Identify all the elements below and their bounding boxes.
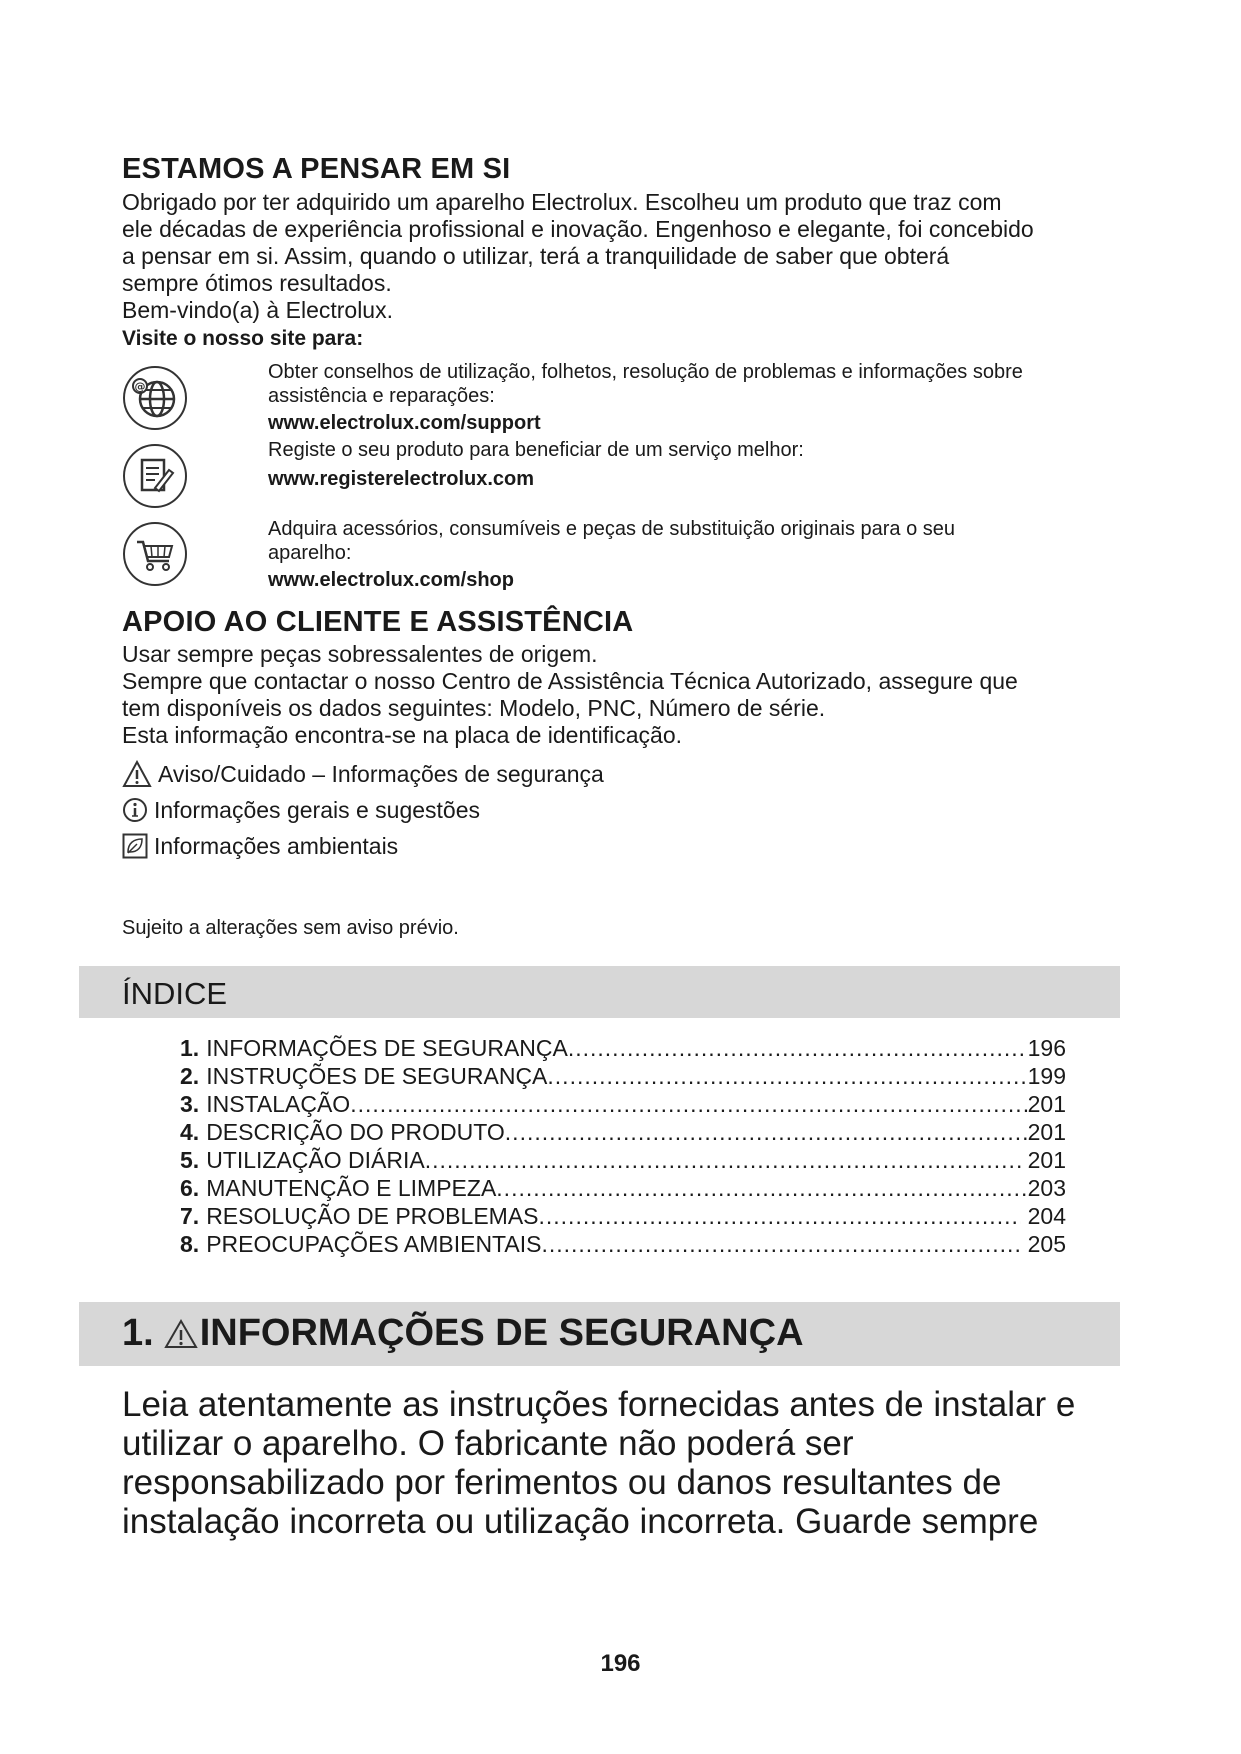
toc-leader xyxy=(425,1146,1022,1174)
section-heading xyxy=(122,1312,804,1355)
toc-label: UTILIZAÇÃO DIÁRIA xyxy=(206,1147,425,1173)
support-link[interactable]: www.electrolux.com/support xyxy=(268,412,541,434)
intro-line: ele décadas de experiência profissional e inovação. Engenhoso e elegante, foi concebido xyxy=(122,216,1034,242)
toc-page: 201 xyxy=(1027,1119,1066,1145)
toc-label: INSTALAÇÃO xyxy=(206,1091,351,1117)
toc-band xyxy=(79,966,1120,1018)
toc-item[interactable] xyxy=(180,1174,1066,1202)
shopping-cart-icon xyxy=(123,522,187,586)
toc-item[interactable] xyxy=(180,1062,1066,1090)
toc-item[interactable] xyxy=(180,1230,1066,1258)
toc-label: INSTRUÇÕES DE SEGURANÇA xyxy=(206,1063,548,1089)
support-line: Sempre que contactar o nosso Centro de Assistência Técnica Autorizado, assegure que xyxy=(122,668,1018,694)
intro-line: a pensar em si. Assim, quando o utilizar, terá a tranquilidade de saber que obterá xyxy=(122,243,950,269)
toc-page: 196 xyxy=(1027,1035,1066,1061)
toc-number: 8. xyxy=(180,1231,200,1257)
toc-page: 199 xyxy=(1027,1063,1066,1089)
toc-page: 205 xyxy=(1021,1231,1066,1257)
section-title: INFORMAÇÕES DE SEGURANÇA xyxy=(199,1312,804,1354)
warning-icon xyxy=(164,1318,198,1350)
legend-label: Informações gerais e sugestões xyxy=(154,797,481,823)
safety-line: instalação incorreta ou utilização incorreta. Guarde sempre xyxy=(122,1502,1039,1541)
svg-text:@: @ xyxy=(134,380,146,393)
toc-label: DESCRIÇÃO DO PRODUTO xyxy=(206,1119,505,1145)
toc-title: ÍNDICE xyxy=(122,976,228,1011)
safety-text xyxy=(122,1385,1075,1541)
warning-icon xyxy=(122,760,152,788)
info-icon xyxy=(122,797,148,823)
toc-label: RESOLUÇÃO DE PROBLEMAS xyxy=(206,1203,539,1229)
toc-leader xyxy=(541,1230,1021,1258)
link-block-register xyxy=(268,438,804,491)
toc-leader xyxy=(547,1062,1027,1090)
toc-number: 5. xyxy=(180,1147,200,1173)
toc-page: 201 xyxy=(1021,1147,1066,1173)
safety-line: utilizar o aparelho. O fabricante não poderá ser xyxy=(122,1424,854,1463)
support-line: Usar sempre peças sobressalentes de origem. xyxy=(122,641,598,667)
safety-line: Leia atentamente as instruções fornecidas antes de instalar e xyxy=(122,1385,1076,1424)
toc-item[interactable] xyxy=(180,1034,1066,1062)
toc-item[interactable] xyxy=(180,1202,1066,1230)
intro-line: Bem-vindo(a) à Electrolux. xyxy=(122,297,393,323)
toc-number: 2. xyxy=(180,1063,200,1089)
toc-leader xyxy=(539,1202,1022,1230)
visit-label: Visite o nosso site para: xyxy=(122,327,364,350)
toc-label: INFORMAÇÕES DE SEGURANÇA xyxy=(206,1035,568,1061)
page-number: 196 xyxy=(600,1650,641,1677)
shop-link[interactable]: www.electrolux.com/shop xyxy=(268,569,514,591)
toc-leader xyxy=(505,1118,1028,1146)
legend-label: Aviso/Cuidado – Informações de segurança xyxy=(158,761,604,787)
intro-text xyxy=(122,189,1034,324)
toc-number: 6. xyxy=(180,1175,200,1201)
link-text: Adquira acessórios, consumíveis e peças de substituição originais para o seu xyxy=(268,518,956,540)
intro-line: sempre ótimos resultados. xyxy=(122,270,392,296)
intro-line: Obrigado por ter adquirido um aparelho Electrolux. Escolheu um produto que traz com xyxy=(122,189,1002,215)
toc-number: 7. xyxy=(180,1203,200,1229)
toc-label: PREOCUPAÇÕES AMBIENTAIS xyxy=(206,1231,542,1257)
legend-warning xyxy=(122,760,604,788)
legend-label: Informações ambientais xyxy=(154,833,399,859)
support-text xyxy=(122,641,1018,749)
globe-icon xyxy=(123,366,187,430)
legend-info xyxy=(122,796,480,824)
section-number: 1. xyxy=(122,1312,154,1354)
environment-icon xyxy=(122,833,148,859)
link-text: assistência e reparações: xyxy=(268,385,495,407)
support-line: Esta informação encontra-se na placa de identificação. xyxy=(122,722,682,748)
toc-number: 3. xyxy=(180,1091,200,1117)
toc-item[interactable] xyxy=(180,1118,1066,1146)
toc-number: 1. xyxy=(180,1035,200,1061)
link-text: Registe o seu produto para beneficiar de um serviço melhor: xyxy=(268,439,804,461)
link-block-shop xyxy=(268,517,955,592)
support-line: tem disponíveis os dados seguintes: Modelo, PNC, Número de série. xyxy=(122,695,826,721)
toc-leader xyxy=(496,1174,1027,1202)
toc-page: 204 xyxy=(1021,1203,1066,1229)
safety-line: responsabilizado por ferimentos ou danos resultantes de xyxy=(122,1463,1002,1502)
support-title: APOIO AO CLIENTE E ASSISTÊNCIA xyxy=(122,606,634,638)
toc-page: 203 xyxy=(1027,1175,1066,1201)
toc-leader xyxy=(350,1090,1027,1118)
legend-environment xyxy=(122,832,398,860)
toc-page: 201 xyxy=(1027,1091,1066,1117)
toc-label: MANUTENÇÃO E LIMPEZA xyxy=(206,1175,497,1201)
toc-item[interactable] xyxy=(180,1146,1066,1174)
link-block-support xyxy=(268,360,1023,435)
register-link[interactable]: www.registerelectrolux.com xyxy=(268,468,535,490)
toc-number: 4. xyxy=(180,1119,200,1145)
toc-leader xyxy=(568,1034,1028,1062)
link-text: aparelho: xyxy=(268,542,352,564)
link-text: Obter conselhos de utilização, folhetos, resolução de problemas e informações sobre xyxy=(268,361,1023,383)
intro-title: ESTAMOS A PENSAR EM SI xyxy=(122,153,511,185)
register-icon xyxy=(123,444,187,508)
toc-item[interactable] xyxy=(180,1090,1066,1118)
notice: Sujeito a alterações sem aviso prévio. xyxy=(122,917,459,939)
